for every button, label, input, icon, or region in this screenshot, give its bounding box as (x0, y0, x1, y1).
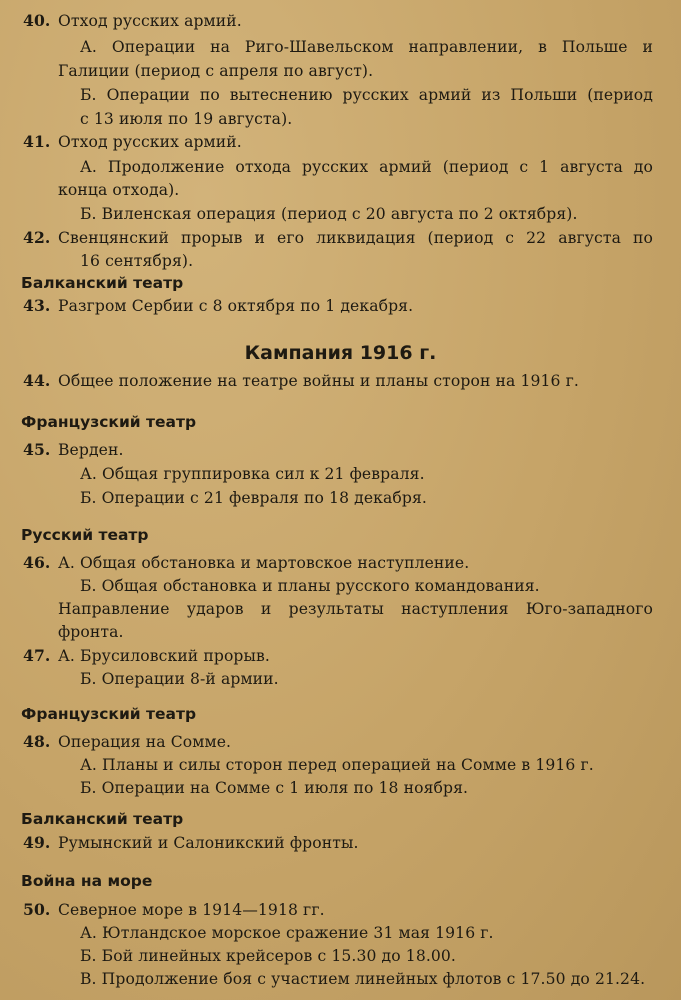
item-47-line (0, 645, 681, 667)
item-41-line (0, 131, 681, 153)
section-heading: Балканский театр (21, 274, 184, 292)
item-number: 42. (23, 228, 51, 247)
item-title: Операция на Сомме. (58, 733, 232, 751)
sub-item-text: с 13 июля по 19 августа). (80, 110, 293, 128)
item-title: Разгром Сербии с 8 октября по 1 декабря. (58, 297, 414, 315)
item-number: 44. (23, 371, 51, 390)
item-45-b (0, 487, 681, 509)
item-46-line (0, 552, 681, 574)
item-44-line (0, 370, 681, 392)
item-42-line (0, 227, 681, 249)
item-48-b (0, 777, 681, 799)
item-50-b (0, 945, 681, 967)
item-50-line (0, 899, 681, 921)
item-46-b (0, 575, 681, 597)
section-heading: Балканский театр (21, 810, 184, 828)
sub-item-text: Направление ударов и результаты наступления Юго-западного (58, 600, 653, 618)
item-45-line (0, 439, 681, 461)
item-number: 43. (23, 296, 51, 315)
item-41-b1 (0, 203, 681, 225)
sub-item-text: Б. Виленская операция (период с 20 августа по 2 октября). (80, 205, 578, 223)
item-40-line (0, 10, 681, 32)
item-number: 45. (23, 440, 51, 459)
sub-item-text: Б. Операции с 21 февраля по 18 декабря. (80, 489, 427, 507)
item-48-line (0, 731, 681, 753)
item-46-c2 (0, 621, 681, 643)
item-40-a1 (0, 36, 681, 58)
item-40-b1 (0, 84, 681, 106)
sub-item-text: конца отхода). (58, 181, 180, 199)
sub-item-text: Б. Общая обстановка и планы русского командования. (80, 577, 540, 595)
item-title: Свенцянский прорыв и его ликвидация (период с 22 августа по (58, 229, 653, 247)
item-43-line (0, 295, 681, 317)
sub-item-text: Б. Бой линейных крейсеров с 15.30 до 18.00. (80, 947, 456, 965)
item-41-a2 (0, 179, 681, 201)
item-40-b2 (0, 108, 681, 130)
item-number: 40. (23, 11, 51, 30)
item-41-a1 (0, 156, 681, 178)
sub-item-text: фронта. (58, 623, 124, 641)
section-heading: Русский театр (21, 526, 149, 544)
item-title: Отход русских армий. (58, 133, 242, 151)
item-number: 49. (23, 833, 51, 852)
item-number: 41. (23, 132, 51, 151)
item-50-c (0, 968, 681, 990)
sub-item-text: Галиции (период с апреля по август). (58, 62, 374, 80)
sub-item-text: Б. Операции 8-й армии. (80, 670, 279, 688)
sub-item-text: А. Общая группировка сил к 21 февраля. (80, 465, 425, 483)
item-number: 47. (23, 646, 51, 665)
item-50-a (0, 922, 681, 944)
sub-item-text: А. Операции на Риго-Шавельском направлении, в Польше и (80, 38, 653, 56)
sub-item-text: А. Общая обстановка и мартовское наступление. (58, 554, 470, 572)
sub-item-text: А. Планы и силы сторон перед операцией на Сомме в 1916 г. (80, 756, 594, 774)
item-title: Румынский и Салоникский фронты. (58, 834, 359, 852)
item-40-a2 (0, 60, 681, 82)
section-heading: Война на море (21, 872, 153, 890)
item-title-cont: 16 сентября). (80, 252, 194, 270)
item-number: 46. (23, 553, 51, 572)
item-46-c1 (0, 598, 681, 620)
item-number: 48. (23, 732, 51, 751)
sub-item-text: Б. Операции по вытеснению русских армий из Польши (период (80, 86, 653, 104)
item-title: Верден. (58, 441, 124, 459)
sub-item-text: А. Ютландское морское сражение 31 мая 1916 г. (80, 924, 494, 942)
item-42-l2 (0, 250, 681, 272)
item-47-b (0, 668, 681, 690)
sub-item-text: В. Продолжение боя с участием линейных флотов с 17.50 до 21.24. (80, 970, 646, 988)
section-heading: Французский театр (21, 705, 197, 723)
item-49-line (0, 832, 681, 854)
item-title: Северное море в 1914—1918 гг. (58, 901, 325, 919)
item-45-a (0, 463, 681, 485)
item-title: Общее положение на театре войны и планы сторон на 1916 г. (58, 372, 579, 390)
sub-item-text: А. Продолжение отхода русских армий (период с 1 августа до (80, 158, 653, 176)
item-title: Отход русских армий. (58, 12, 242, 30)
item-48-a (0, 754, 681, 776)
item-number: 50. (23, 900, 51, 919)
sub-item-text: А. Брусиловский прорыв. (58, 647, 270, 665)
sub-item-text: Б. Операции на Сомме с 1 июля по 18 ноября. (80, 779, 469, 797)
campaign-title: Кампания 1916 г. (244, 342, 437, 364)
section-heading: Французский театр (21, 413, 197, 431)
